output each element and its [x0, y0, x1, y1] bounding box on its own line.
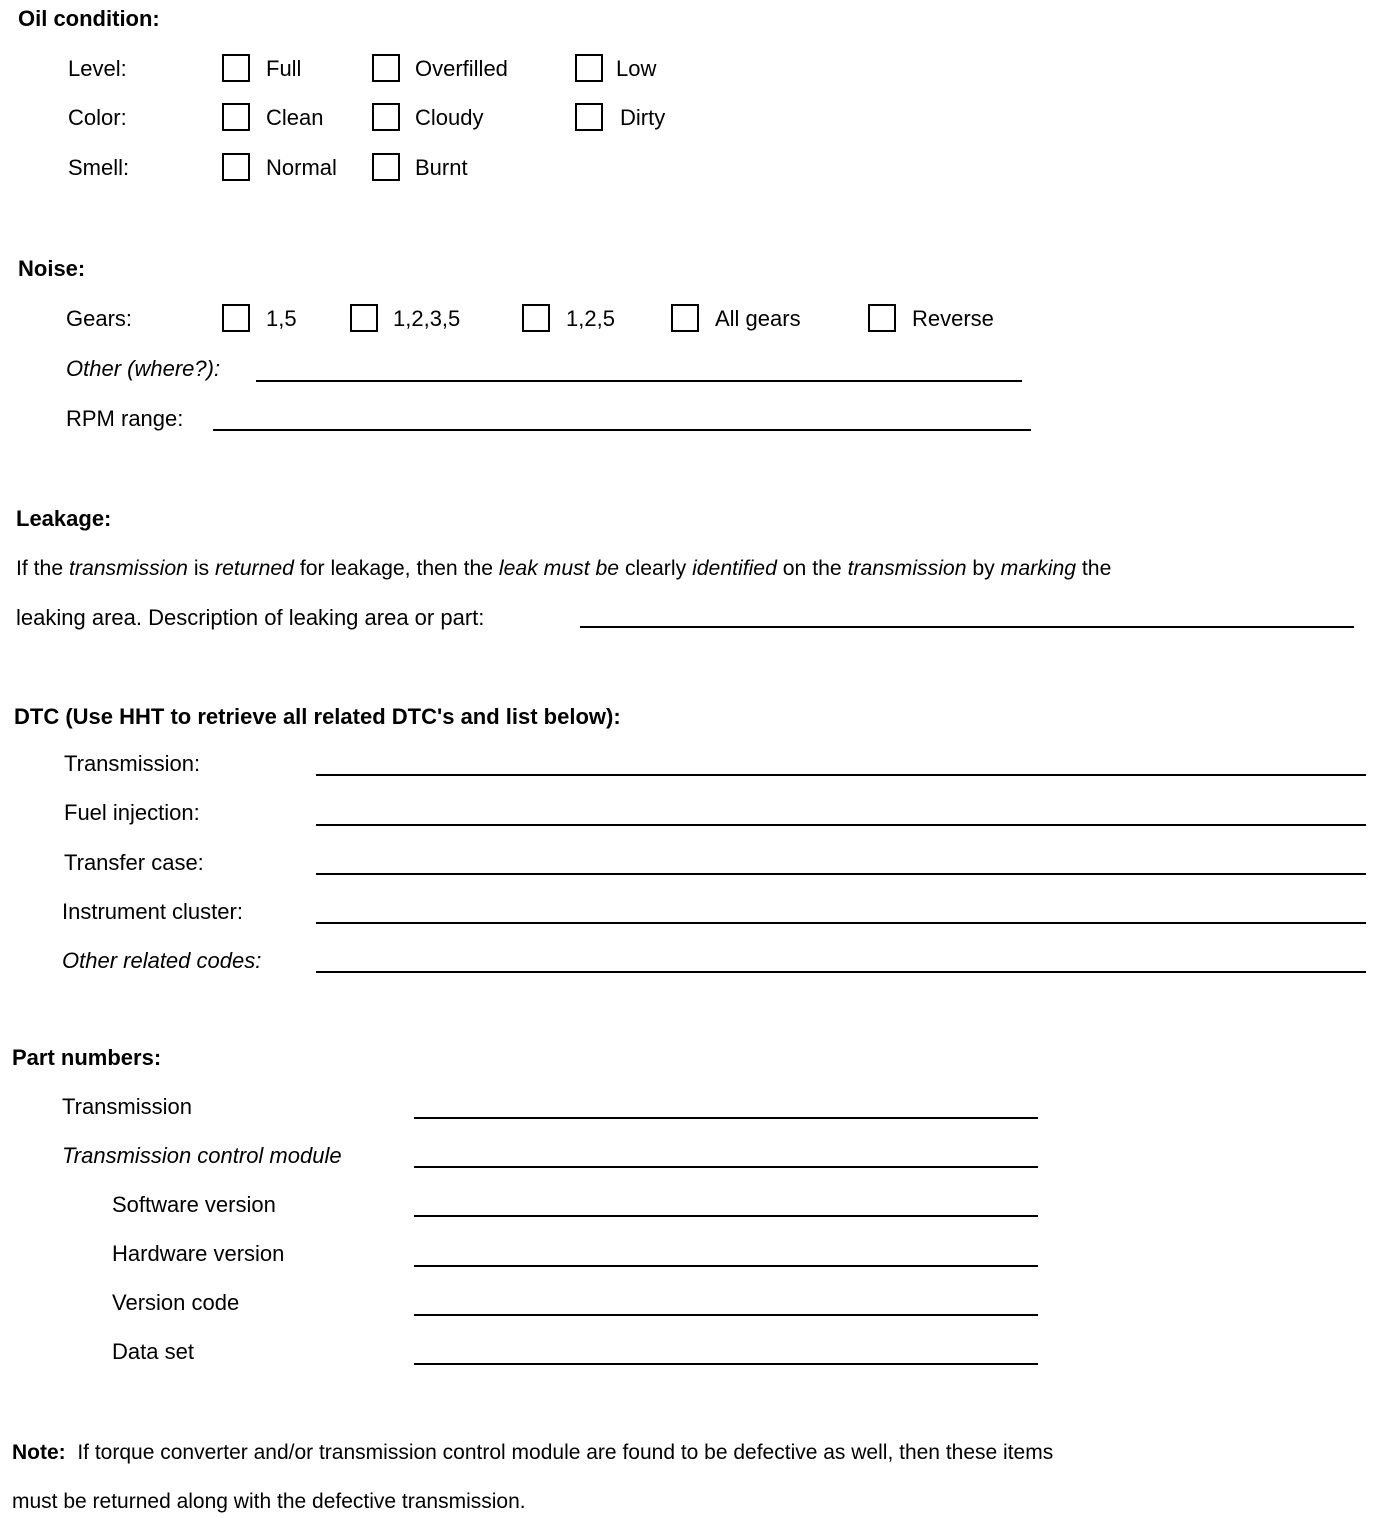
leaking-area-field[interactable] — [580, 626, 1354, 628]
dtc-heading: DTC (Use HHT to retrieve all related DTC's and list below): — [14, 704, 621, 729]
hardware-version-field[interactable] — [414, 1265, 1038, 1267]
oil-condition-heading: Oil condition: — [18, 6, 160, 31]
checkbox-smell-normal[interactable] — [222, 153, 250, 181]
checkbox-level-overfilled[interactable] — [372, 54, 400, 82]
rpm-range-label: RPM range: — [66, 406, 184, 431]
part-transmission-field[interactable] — [414, 1117, 1038, 1119]
gears-label: Gears: — [66, 306, 133, 331]
note-label: Note: — [12, 1441, 66, 1464]
option-label: All gears — [715, 306, 801, 331]
part-transmission-label: Transmission — [62, 1094, 192, 1119]
part-numbers-heading: Part numbers: — [12, 1045, 162, 1070]
option-label: Burnt — [415, 155, 468, 180]
option-label: 1,2,5 — [566, 306, 615, 331]
note-line1: Note: If torque converter and/or transmission control module are found to be defective as well, then these items — [12, 1441, 1054, 1464]
leakage-instruction-line2: leaking area. Description of leaking area or part: — [16, 605, 485, 630]
data-set-field[interactable] — [414, 1363, 1038, 1365]
checkbox-smell-burnt[interactable] — [372, 153, 400, 181]
version-code-label: Version code — [112, 1290, 240, 1315]
other-where-label: Other (where?): — [66, 356, 221, 381]
option-label: Clean — [266, 105, 324, 130]
dtc-transfer-case-field[interactable] — [316, 873, 1366, 875]
checkbox-color-clean[interactable] — [222, 103, 250, 131]
oil-color-label: Color: — [68, 105, 127, 130]
checkbox-all-gears[interactable] — [671, 304, 699, 332]
dtc-instrument-cluster-field[interactable] — [316, 922, 1366, 924]
checkbox-gear-1-5[interactable] — [222, 304, 250, 332]
checkbox-color-dirty[interactable] — [575, 103, 603, 131]
software-version-label: Software version — [112, 1192, 276, 1217]
software-version-field[interactable] — [414, 1215, 1038, 1217]
checkbox-reverse[interactable] — [868, 304, 896, 332]
option-label: Full — [266, 56, 302, 81]
option-label: Cloudy — [415, 105, 484, 130]
note-line2: must be returned along with the defective transmission. — [12, 1490, 526, 1513]
checkbox-gear-1-2-5[interactable] — [522, 304, 550, 332]
dtc-other-codes-field[interactable] — [316, 971, 1366, 973]
dtc-instrument-cluster-label: Instrument cluster: — [62, 899, 243, 924]
dtc-other-codes-label: Other related codes: — [62, 948, 262, 973]
part-tcm-field[interactable] — [414, 1166, 1038, 1168]
option-label: 1,5 — [266, 306, 297, 331]
dtc-transmission-field[interactable] — [316, 774, 1366, 776]
dtc-fuel-injection-field[interactable] — [316, 824, 1366, 826]
version-code-field[interactable] — [414, 1314, 1038, 1316]
oil-smell-label: Smell: — [68, 155, 130, 180]
hardware-version-label: Hardware version — [112, 1241, 285, 1266]
checkbox-gear-1-2-3-5[interactable] — [350, 304, 378, 332]
checkbox-level-full[interactable] — [222, 54, 250, 82]
option-label: Low — [616, 56, 657, 81]
oil-level-label: Level: — [68, 56, 127, 81]
rpm-range-field[interactable] — [213, 429, 1031, 431]
checkbox-level-low[interactable] — [575, 54, 603, 82]
noise-heading: Noise: — [18, 256, 86, 281]
leakage-heading: Leakage: — [16, 506, 112, 531]
checkbox-color-cloudy[interactable] — [372, 103, 400, 131]
leakage-instruction-line1: If the transmission is returned for leakage, then the leak must be clearly identified on the transmission by marking the — [16, 557, 1112, 580]
data-set-label: Data set — [112, 1339, 194, 1364]
dtc-fuel-injection-label: Fuel injection: — [64, 800, 200, 825]
option-label: 1,2,3,5 — [393, 306, 461, 331]
dtc-transfer-case-label: Transfer case: — [64, 850, 204, 875]
option-label: Reverse — [912, 306, 994, 331]
dtc-transmission-label: Transmission: — [64, 751, 201, 776]
part-tcm-label: Transmission control module — [62, 1143, 342, 1168]
option-label: Overfilled — [415, 56, 508, 81]
option-label: Dirty — [620, 105, 666, 130]
option-label: Normal — [266, 155, 337, 180]
other-where-field[interactable] — [256, 380, 1022, 382]
